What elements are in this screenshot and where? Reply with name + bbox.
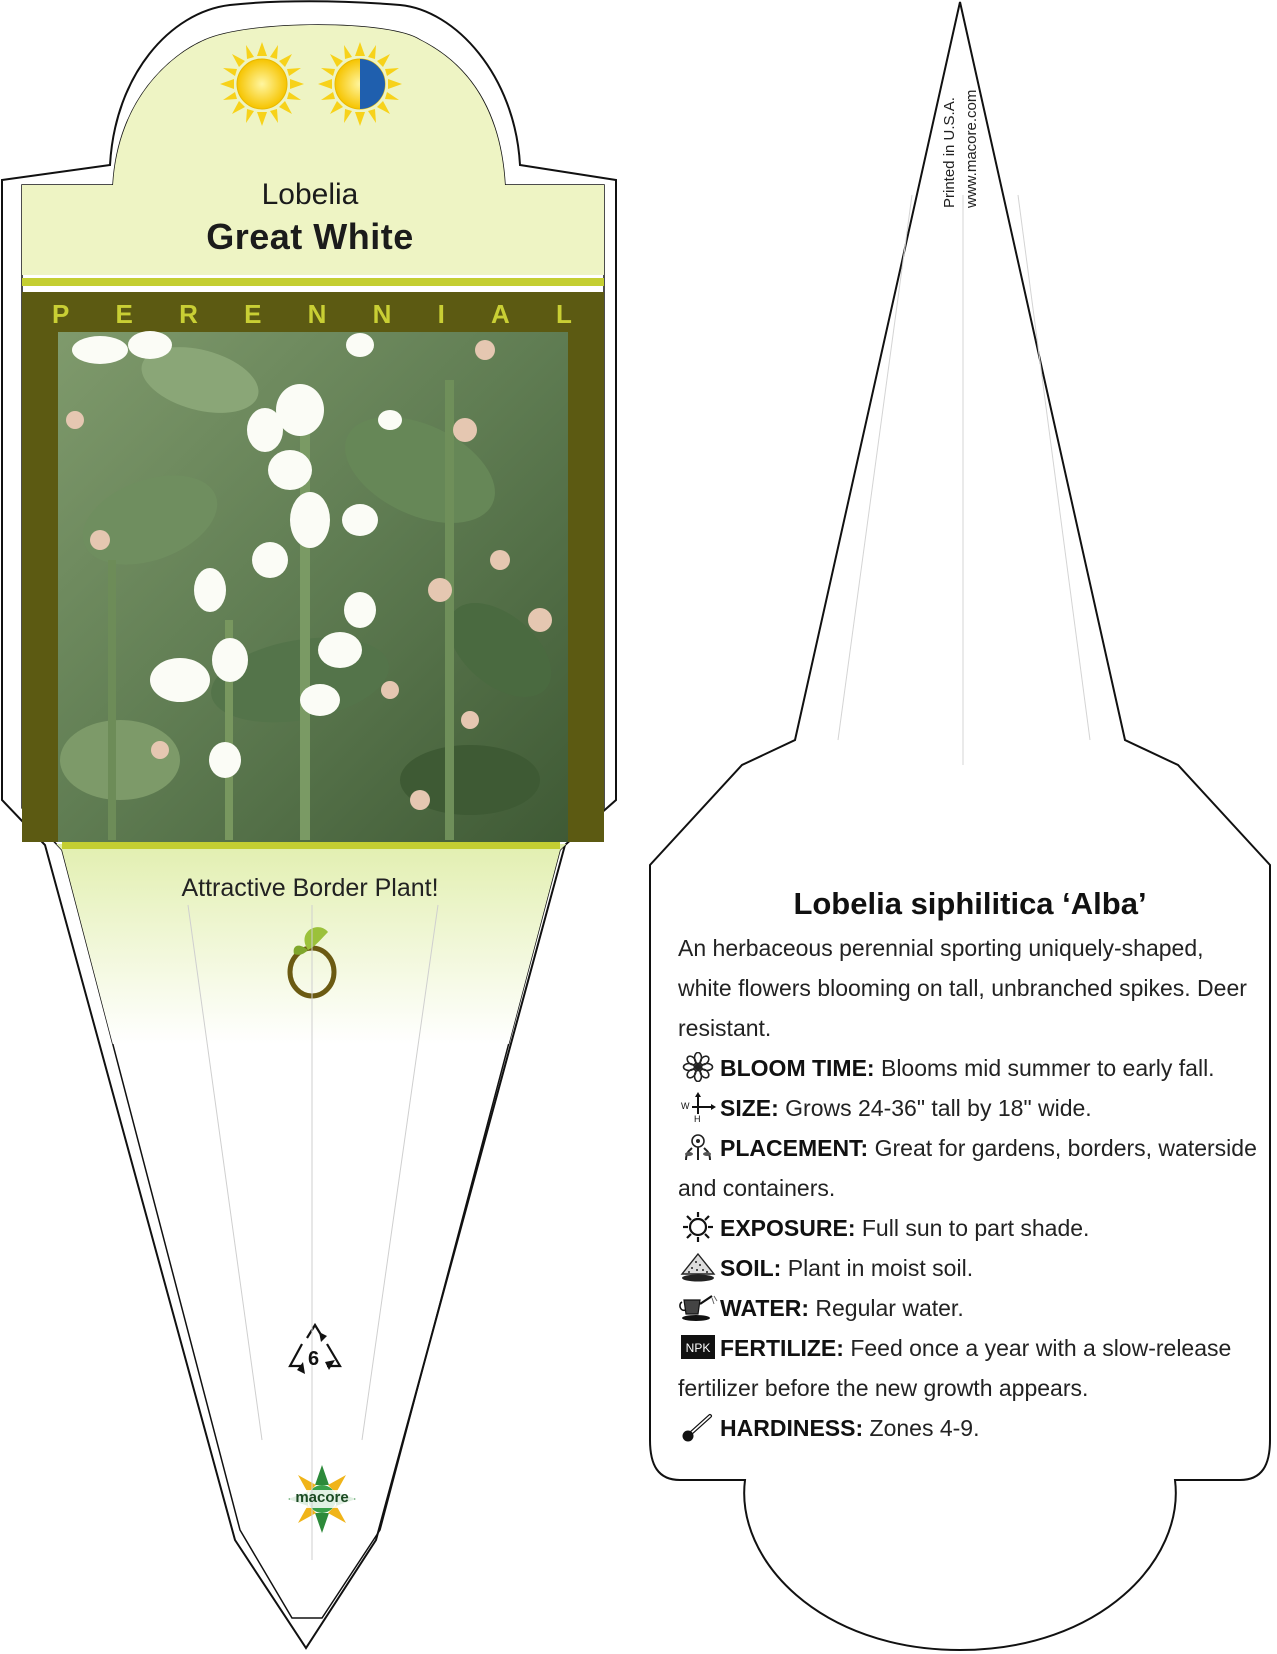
size-icon xyxy=(678,1092,718,1122)
category-letter: A xyxy=(491,299,512,329)
watering-can-icon xyxy=(678,1292,718,1322)
placement-icon xyxy=(678,1132,718,1162)
brand-name: macore xyxy=(295,1489,349,1506)
category-letter: L xyxy=(556,299,574,329)
plant-photo xyxy=(58,331,568,842)
part-sun-icon xyxy=(318,42,402,126)
soil-icon xyxy=(678,1252,718,1282)
size-icon-h: H xyxy=(694,1114,701,1122)
care-info xyxy=(678,928,1258,1448)
flower-icon xyxy=(678,1052,718,1082)
category-letter: N xyxy=(372,299,394,329)
category-letter: N xyxy=(307,299,329,329)
care-row-water: WATER: Regular water. xyxy=(678,1288,1258,1328)
care-row-size: W H SIZE: Grows 24-36" tall by 18" wide. xyxy=(678,1088,1258,1128)
care-row-exposure: EXPOSURE: Full sun to part shade. xyxy=(678,1208,1258,1248)
thermometer-icon xyxy=(678,1412,718,1442)
category-letter: E xyxy=(244,299,264,329)
care-row-soil: SOIL: Plant in moist soil. xyxy=(678,1248,1258,1288)
category-letter: P xyxy=(52,299,72,329)
category-letter: R xyxy=(179,299,200,329)
care-row-hardiness: HARDINESS: Zones 4-9. xyxy=(678,1408,1258,1448)
recycle-code: 6 xyxy=(308,1348,320,1370)
category-letter: I xyxy=(437,299,447,329)
accent-bar-bottom xyxy=(62,842,560,849)
full-sun-icon xyxy=(220,42,304,126)
tagline: Attractive Border Plant! xyxy=(181,874,439,902)
category-label xyxy=(52,299,574,330)
printed-in: Printed in U.S.A. xyxy=(941,97,958,208)
care-row-placement: PLACEMENT: Great for gardens, borders, waterside and containers. xyxy=(678,1128,1258,1208)
accent-bar-top xyxy=(22,278,604,286)
size-icon-w: W xyxy=(681,1101,690,1111)
npk-icon xyxy=(678,1332,718,1362)
variety-name: Great White xyxy=(206,216,414,257)
care-row-bloom: BLOOM TIME: Blooms mid summer to early fall. xyxy=(678,1048,1258,1088)
category-letter: E xyxy=(115,299,135,329)
care-row-fertilize: NPK FERTILIZE: Feed once a year with a slow-release fertilizer before the new growth appears. xyxy=(678,1328,1258,1408)
common-name: Lobelia xyxy=(261,178,359,211)
botanical-name: Lobelia siphilitica ‘Alba’ xyxy=(793,886,1147,921)
website: www.macore.com xyxy=(963,89,980,208)
npk-text: NPK xyxy=(685,1341,711,1355)
description: An herbaceous perennial sporting uniquely-shaped, white flowers blooming on tall, unbranched spikes. Deer resistant. xyxy=(678,935,1247,1041)
sun-icon xyxy=(678,1212,718,1242)
